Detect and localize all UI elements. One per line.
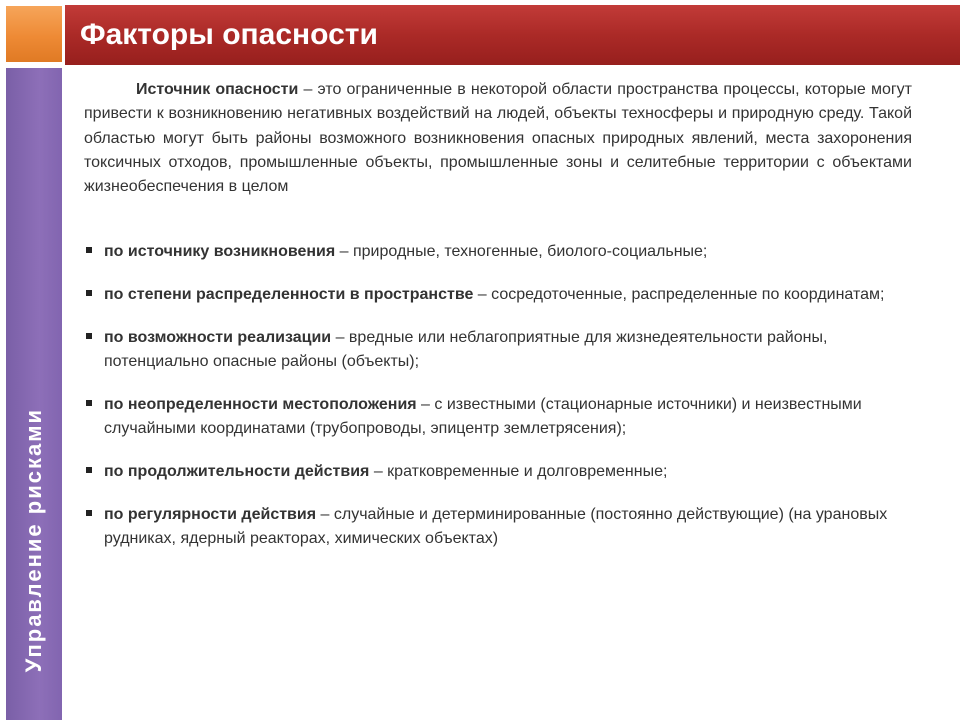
bullet-icon bbox=[86, 510, 92, 516]
factor-text: – вредные или неблагоприятные для жизнедеятельности районы, потенциально опасные районы (объекты); bbox=[104, 328, 828, 370]
factor-term: по регулярности действия bbox=[104, 505, 317, 523]
list-item bbox=[84, 503, 912, 551]
title-bar bbox=[65, 5, 960, 65]
list-item bbox=[84, 283, 912, 307]
factor-term: по степени распределенности в пространстве bbox=[104, 285, 474, 303]
slide-content bbox=[84, 78, 912, 570]
factor-term: по источнику возникновения bbox=[104, 242, 336, 260]
list-item bbox=[84, 393, 912, 441]
bullet-icon bbox=[86, 467, 92, 473]
factor-list bbox=[84, 240, 912, 551]
bullet-icon bbox=[86, 333, 92, 339]
factor-term: по неопределенности местоположения bbox=[104, 395, 417, 413]
list-item bbox=[84, 460, 912, 484]
intro-term: Источник опасности bbox=[136, 81, 299, 98]
factor-text: – природные, техногенные, биолого-социальные; bbox=[335, 242, 708, 260]
factor-term: по продолжительности действия bbox=[104, 462, 370, 480]
list-item bbox=[84, 240, 912, 264]
bullet-icon bbox=[86, 247, 92, 253]
intro-text: – это ограниченные в некоторой области пространства процессы, которые могут привести к возникновению негативных воздействий на людей, объекты техносферы и природную среду. Такой областью могут быть районы возможного возникновения опасных природных явлений, места захоронения токсичных отходов, промышленные объекты, промышленные зоны и селитебные территории с объектами жизнеобеспечения в целом bbox=[84, 81, 913, 196]
factor-text: – случайные и детерминированные (постоянно действующие) (на урановых рудниках, ядерный реакторах, химических объектах) bbox=[104, 505, 888, 547]
factor-text: – с известными (стационарные источники) и неизвестными случайными координатами (трубопроводы, эпицентр землетрясения); bbox=[104, 395, 862, 437]
sidebar bbox=[6, 68, 62, 720]
factor-text: – кратковременные и долговременные; bbox=[369, 462, 668, 480]
factor-term: по возможности реализации bbox=[104, 328, 332, 346]
bullet-icon bbox=[86, 290, 92, 296]
sidebar-label: Управление рисками bbox=[21, 407, 46, 672]
factor-text: – сосредоточенные, распределенные по координатам; bbox=[473, 285, 885, 303]
intro-paragraph bbox=[84, 78, 912, 200]
list-item bbox=[84, 326, 912, 374]
page-title: Факторы опасности bbox=[80, 18, 378, 51]
corner-accent bbox=[6, 6, 62, 62]
bullet-icon bbox=[86, 400, 92, 406]
